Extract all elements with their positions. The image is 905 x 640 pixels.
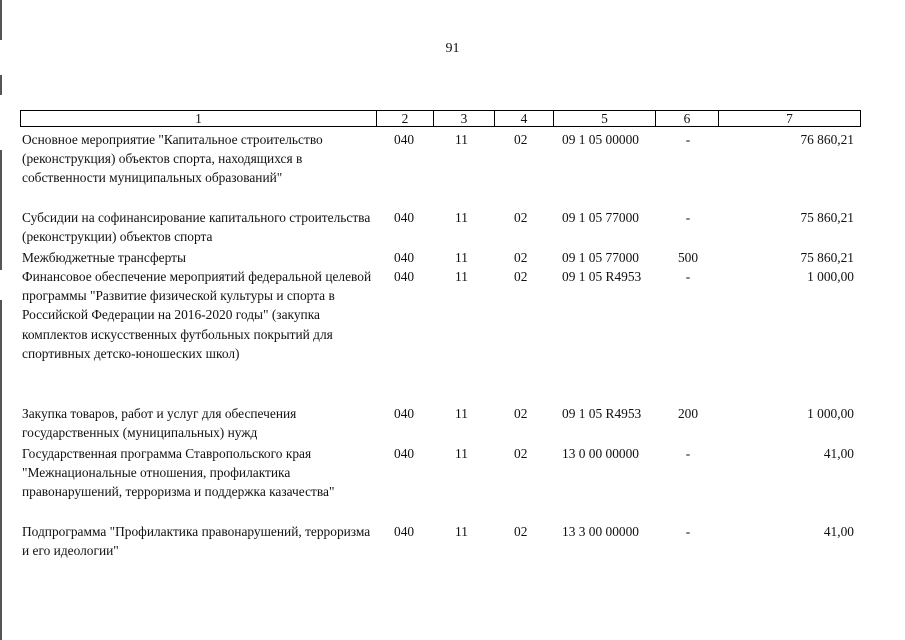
row-c3: 11 <box>455 446 468 461</box>
header-col-4: 4 <box>494 110 554 127</box>
row-c4: 02 <box>514 210 528 225</box>
row-name: Основное мероприятие "Капитальное строительство (реконструкция) объектов спорта, находящихся в собственности муниципальных образований" <box>22 132 323 186</box>
row-amount: 41,00 <box>823 446 854 461</box>
row-amount: 1 000,00 <box>807 406 854 421</box>
row-name: Финансовое обеспечение мероприятий федеральной целевой программы "Развитие физической культуры и спорта в Российской Федерации на 2016-2020 годы" (закупка комплектов искусственных футбольных покрытий для спортивных детско-юношеских школ) <box>22 269 372 361</box>
row-c3: 11 <box>455 210 468 225</box>
row-c5: 09 1 05 00000 <box>562 132 639 147</box>
row-c6: 200 <box>677 406 699 421</box>
row-c5: 09 1 05 R4953 <box>562 406 642 421</box>
row-c6: - <box>685 132 691 147</box>
row-amount: 75 860,21 <box>800 250 854 265</box>
scan-edge-mark <box>0 150 2 270</box>
row-name: Закупка товаров, работ и услуг для обеспечения государственных (муниципальных) нужд <box>22 406 297 441</box>
row-c2: 040 <box>394 446 415 461</box>
row-c6: 500 <box>677 250 699 265</box>
row-c2: 040 <box>394 132 415 147</box>
row-c3: 11 <box>455 269 468 284</box>
row-c4: 02 <box>514 406 528 421</box>
row-c4: 02 <box>514 132 528 147</box>
row-name: Межбюджетные трансферты <box>22 250 186 265</box>
row-c6: - <box>685 446 691 461</box>
row-c4: 02 <box>514 250 528 265</box>
scan-edge-mark <box>0 75 2 95</box>
row-c5: 09 1 05 77000 <box>562 210 639 225</box>
row-c4: 02 <box>514 446 528 461</box>
row-c6: - <box>685 524 691 539</box>
row-c5: 09 1 05 77000 <box>562 250 639 265</box>
scan-edge-mark <box>0 300 2 640</box>
row-c5: 09 1 05 R4953 <box>562 269 642 284</box>
header-col-7: 7 <box>718 110 861 127</box>
header-col-1: 1 <box>20 110 377 127</box>
row-c3: 11 <box>455 132 468 147</box>
row-amount: 76 860,21 <box>800 132 854 147</box>
row-c3: 11 <box>455 250 468 265</box>
row-c5: 13 3 00 00000 <box>562 524 639 539</box>
row-c6: - <box>685 269 691 284</box>
row-c5: 13 0 00 00000 <box>562 446 639 461</box>
header-col-2: 2 <box>376 110 434 127</box>
row-amount: 75 860,21 <box>800 210 854 225</box>
page-number: 91 <box>445 41 460 56</box>
header-col-3: 3 <box>433 110 495 127</box>
row-c2: 040 <box>394 406 415 421</box>
row-c6: - <box>685 210 691 225</box>
row-name: Субсидии на софинансирование капитального строительства (реконструкции) объектов спорта <box>22 210 371 245</box>
row-c2: 040 <box>394 269 415 284</box>
row-c2: 040 <box>394 524 415 539</box>
row-c3: 11 <box>455 524 468 539</box>
row-c2: 040 <box>394 210 415 225</box>
row-name: Подпрограмма "Профилактика правонарушений, терроризма и его идеологии" <box>22 524 371 559</box>
scan-edge-mark <box>0 0 2 40</box>
row-amount: 1 000,00 <box>807 269 854 284</box>
header-col-5: 5 <box>553 110 656 127</box>
row-name: Государственная программа Ставропольского края "Межнациональные отношения, профилактика правонарушений, терроризма и поддержка казачества" <box>22 446 335 500</box>
row-amount: 41,00 <box>823 524 854 539</box>
row-c3: 11 <box>455 406 468 421</box>
row-c2: 040 <box>394 250 415 265</box>
header-col-6: 6 <box>655 110 719 127</box>
row-c4: 02 <box>514 524 528 539</box>
row-c4: 02 <box>514 269 528 284</box>
